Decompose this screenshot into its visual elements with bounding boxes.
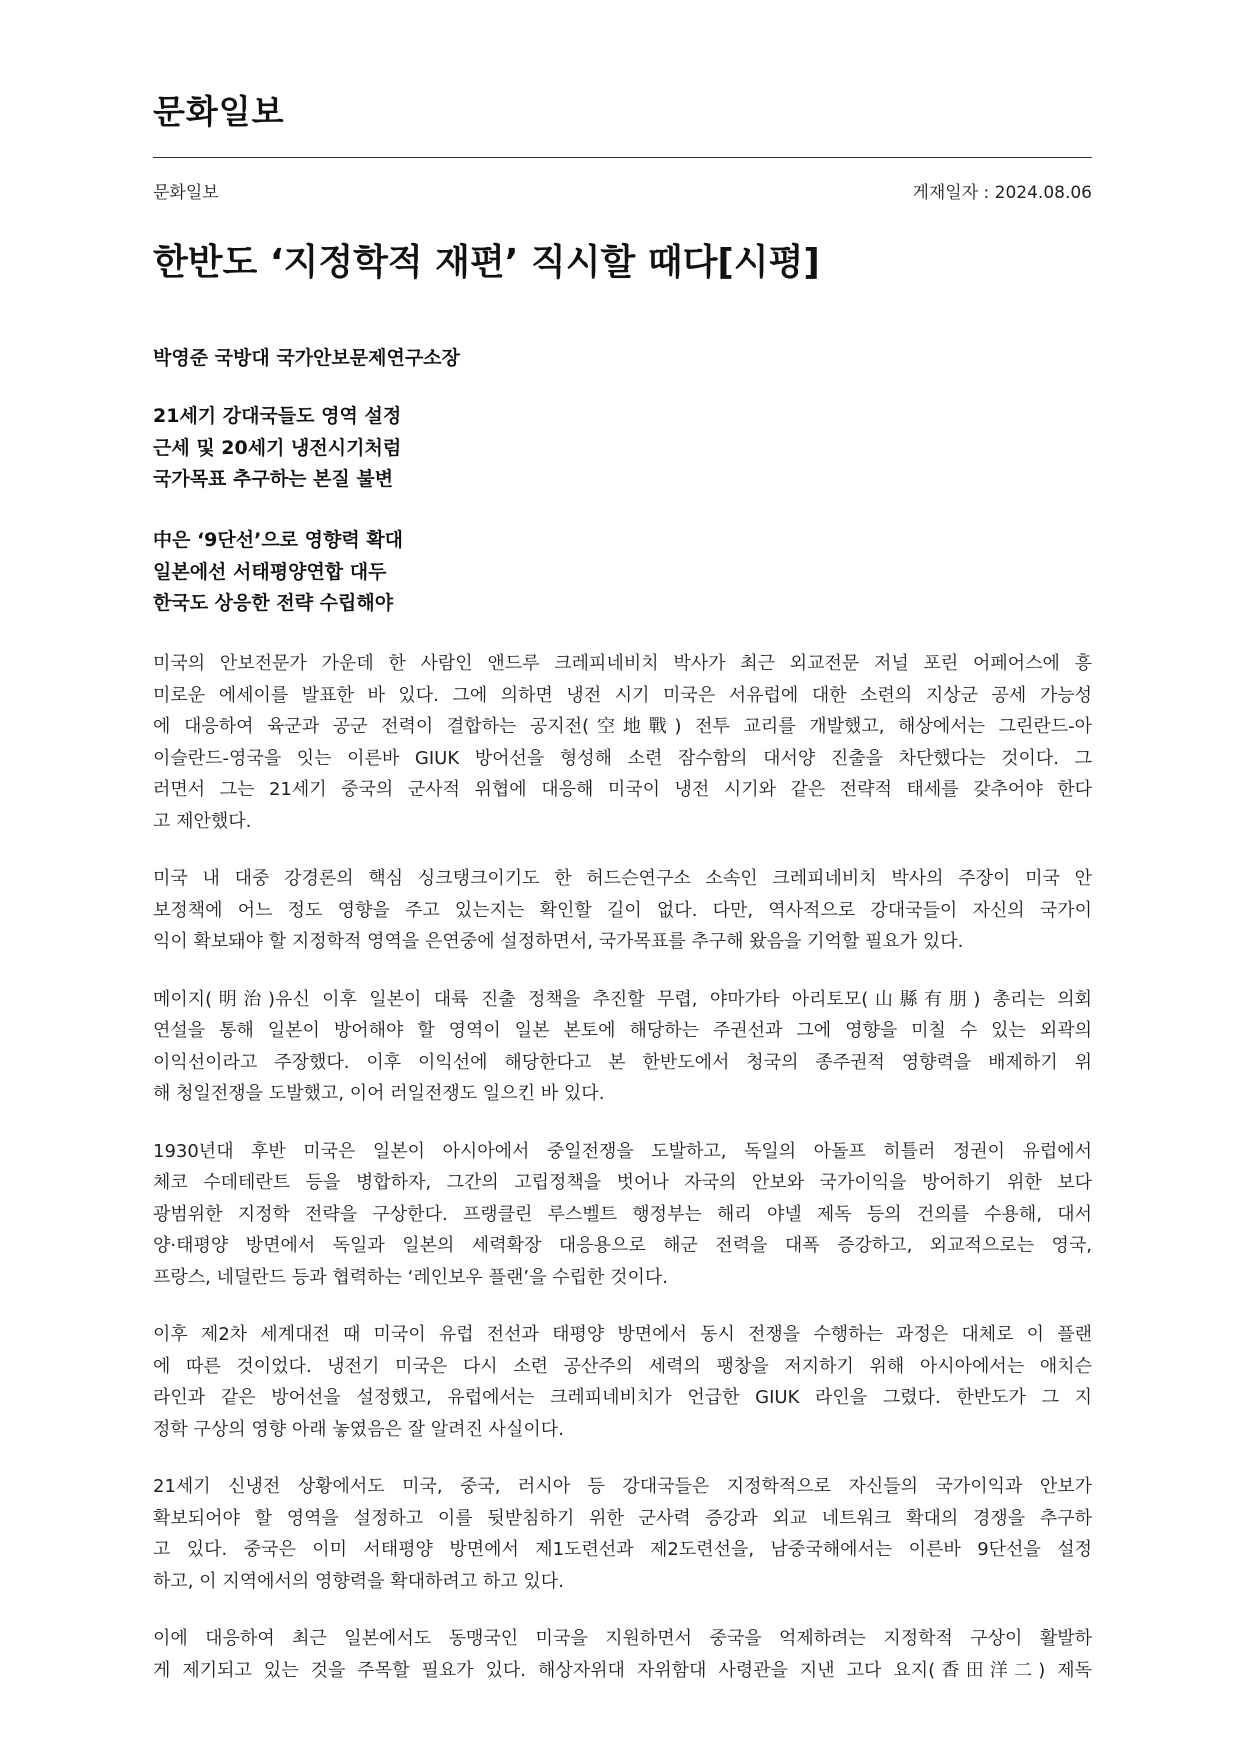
subheading-block-1 xyxy=(153,401,401,496)
paragraph-line: 에 따른 것이었다. 냉전기 미국은 다시 소련 공산주의 세력의 팽창을 저지하기 위해 아시아에서는 애치슨 xyxy=(153,1355,1092,1377)
paragraph-line: 미로운 에세이를 발표한 바 있다. 그에 의하면 냉전 시기 미국은 서유럽에 대한 소련의 지상군 공세 가능성 xyxy=(153,684,1092,706)
paragraph-line: 고 있다. 중국은 이미 서태평양 방면에서 제1도련선과 제2도련선을, 남중국해에서는 이른바 9단선을 설정 xyxy=(153,1539,1092,1560)
paragraph-line: 해 청일전쟁을 도발했고, 이어 러일전쟁도 일으킨 바 있다. xyxy=(153,1083,605,1104)
header-divider xyxy=(153,157,1092,158)
paragraph-line: 정학 구상의 영향 아래 놓였음은 잘 알려진 사실이다. xyxy=(153,1418,564,1440)
paragraph-line: 이에 대응하여 최근 일본에서도 동맹국인 미국을 지원하면서 중국을 억제하려는 지정학적 구상이 활발하 xyxy=(153,1628,1092,1649)
body-paragraph-2 xyxy=(153,863,1092,958)
subheading-line: 근세 및 20세기 냉전시기처럼 xyxy=(153,436,402,459)
paragraph-line: 러면서 그는 21세기 중국의 군사적 위협에 대응해 미국이 냉전 시기와 같은 전략적 태세를 갖추어야 한다 xyxy=(153,779,1092,800)
paragraph-line: 확보되어야 할 영역을 설정하고 이를 뒷받침하기 위한 군사력 증강과 외교 네트워크 확대의 경쟁을 추구하 xyxy=(153,1507,1092,1529)
body-paragraph-1 xyxy=(153,648,1092,837)
paragraph-line: 연설을 통해 일본이 방어해야 할 영역이 일본 본토에 해당하는 주권선과 그에 영향을 미칠 수 있는 외곽의 xyxy=(153,1020,1092,1041)
subheading-line: 한국도 상응한 전략 수립해야 xyxy=(153,592,394,614)
body-paragraph-7 xyxy=(153,1623,1092,1686)
paragraph-line: 이후 제2차 세계대전 때 미국이 유럽 전선과 태평양 방면에서 동시 전쟁을 수행하는 과정은 대체로 이 플랜 xyxy=(153,1324,1092,1345)
paragraph-line: 이익선이라고 주장했다. 이후 이익선에 해당한다고 본 한반도에서 청국의 종주권적 영향력을 배제하기 위 xyxy=(153,1051,1092,1073)
article-headline: 한반도 ‘지정학적 재편’ 직시할 때다[시평] xyxy=(153,242,820,283)
paragraph-line: 하고, 이 지역에서의 영향력을 확대하려고 하고 있다. xyxy=(153,1570,564,1592)
subheading-line: 일본에선 서태평양연합 대두 xyxy=(153,560,387,583)
body-paragraph-4 xyxy=(153,1136,1092,1294)
subheading-line: 국가목표 추구하는 본질 불변 xyxy=(153,468,394,490)
masthead-logo: 문화일보 xyxy=(153,92,285,131)
source-label: 문화일보 xyxy=(153,183,219,203)
paragraph-line: 광범위한 지정학 전략을 구상한다. 프랭클린 루스벨트 행정부는 해리 야넬 제독 등의 건의를 수용해, 대서 xyxy=(153,1203,1092,1225)
paragraph-line: 게 제기되고 있는 것을 주목할 필요가 있다. 해상자위대 자위함대 사령관을 지낸 고다 요지(香田洋二) 제독 xyxy=(153,1659,1092,1681)
paragraph-line: 체코 수데테란트 등을 병합하자, 그간의 고립정책을 벗어나 자국의 안보와 국가이익을 방어하기 위한 보다 xyxy=(153,1172,1092,1193)
subheading-block-2 xyxy=(153,525,403,620)
subheading-line: 21세기 강대국들도 영역 설정 xyxy=(153,405,402,427)
paragraph-line: 미국의 안보전문가 가운데 한 사람인 앤드루 크레피네비치 박사가 최근 외교전문 저널 포린 어페어스에 흥 xyxy=(153,653,1092,674)
paragraph-line: 메이지(明治)유신 이후 일본이 대륙 진출 정책을 추진할 무렵, 야마가타 아리토모(山縣有朋) 총리는 의회 xyxy=(153,988,1092,1010)
subheading-line: 中은 ‘9단선’으로 영향력 확대 xyxy=(153,529,404,551)
paragraph-line: 21세기 신냉전 상황에서도 미국, 중국, 러시아 등 강대국들은 지정학적으로 자신들의 국가이익과 안보가 xyxy=(153,1476,1092,1497)
article-body xyxy=(153,648,1092,1712)
paragraph-line: 1930년대 후반 미국은 일본이 아시아에서 중일전쟁을 도발하고, 독일의 아돌프 히틀러 정권이 유럽에서 xyxy=(153,1140,1092,1162)
author-byline: 박영준 국방대 국가안보문제연구소장 xyxy=(153,347,460,369)
paragraph-line: 에 대응하여 육군과 공군 전력이 결합하는 공지전(空地戰) 전투 교리를 개발했고, 해상에서는 그린란드-아 xyxy=(153,716,1092,737)
body-paragraph-3 xyxy=(153,984,1092,1110)
body-paragraph-6 xyxy=(153,1471,1092,1597)
paragraph-line: 고 제안했다. xyxy=(153,810,252,832)
body-paragraph-5 xyxy=(153,1319,1092,1445)
paragraph-line: 미국 내 대중 강경론의 핵심 싱크탱크이기도 한 허드슨연구소 소속인 크레피네비치 박사의 주장이 미국 안 xyxy=(153,868,1092,889)
paragraph-line: 이슬란드-영국을 잇는 이른바 GIUK 방어선을 형성해 소련 잠수함의 대서양 진출을 차단했다는 것이다. 그 xyxy=(153,747,1092,769)
publish-date: 게재일자 : 2024.08.06 xyxy=(912,183,1092,203)
paragraph-line: 보정책에 어느 정도 영향을 주고 있는지는 확인할 길이 없다. 다만, 역사적으로 강대국들이 자신의 국가이 xyxy=(153,899,1092,921)
paragraph-line: 라인과 같은 방어선을 설정했고, 유럽에서는 크레피네비치가 언급한 GIUK 라인을 그렸다. 한반도가 그 지 xyxy=(153,1387,1092,1408)
paragraph-line: 프랑스, 네덜란드 등과 협력하는 ‘레인보우 플랜’을 수립한 것이다. xyxy=(153,1266,669,1288)
paragraph-line: 양·태평양 방면에서 독일과 일본의 세력확장 대응용으로 해군 전력을 대폭 증강하고, 외교적으로는 영국, xyxy=(153,1235,1092,1256)
paragraph-line: 익이 확보돼야 할 지정학적 영역을 은연중에 설정하면서, 국가목표를 추구해 왔음을 기억할 필요가 있다. xyxy=(153,931,964,952)
